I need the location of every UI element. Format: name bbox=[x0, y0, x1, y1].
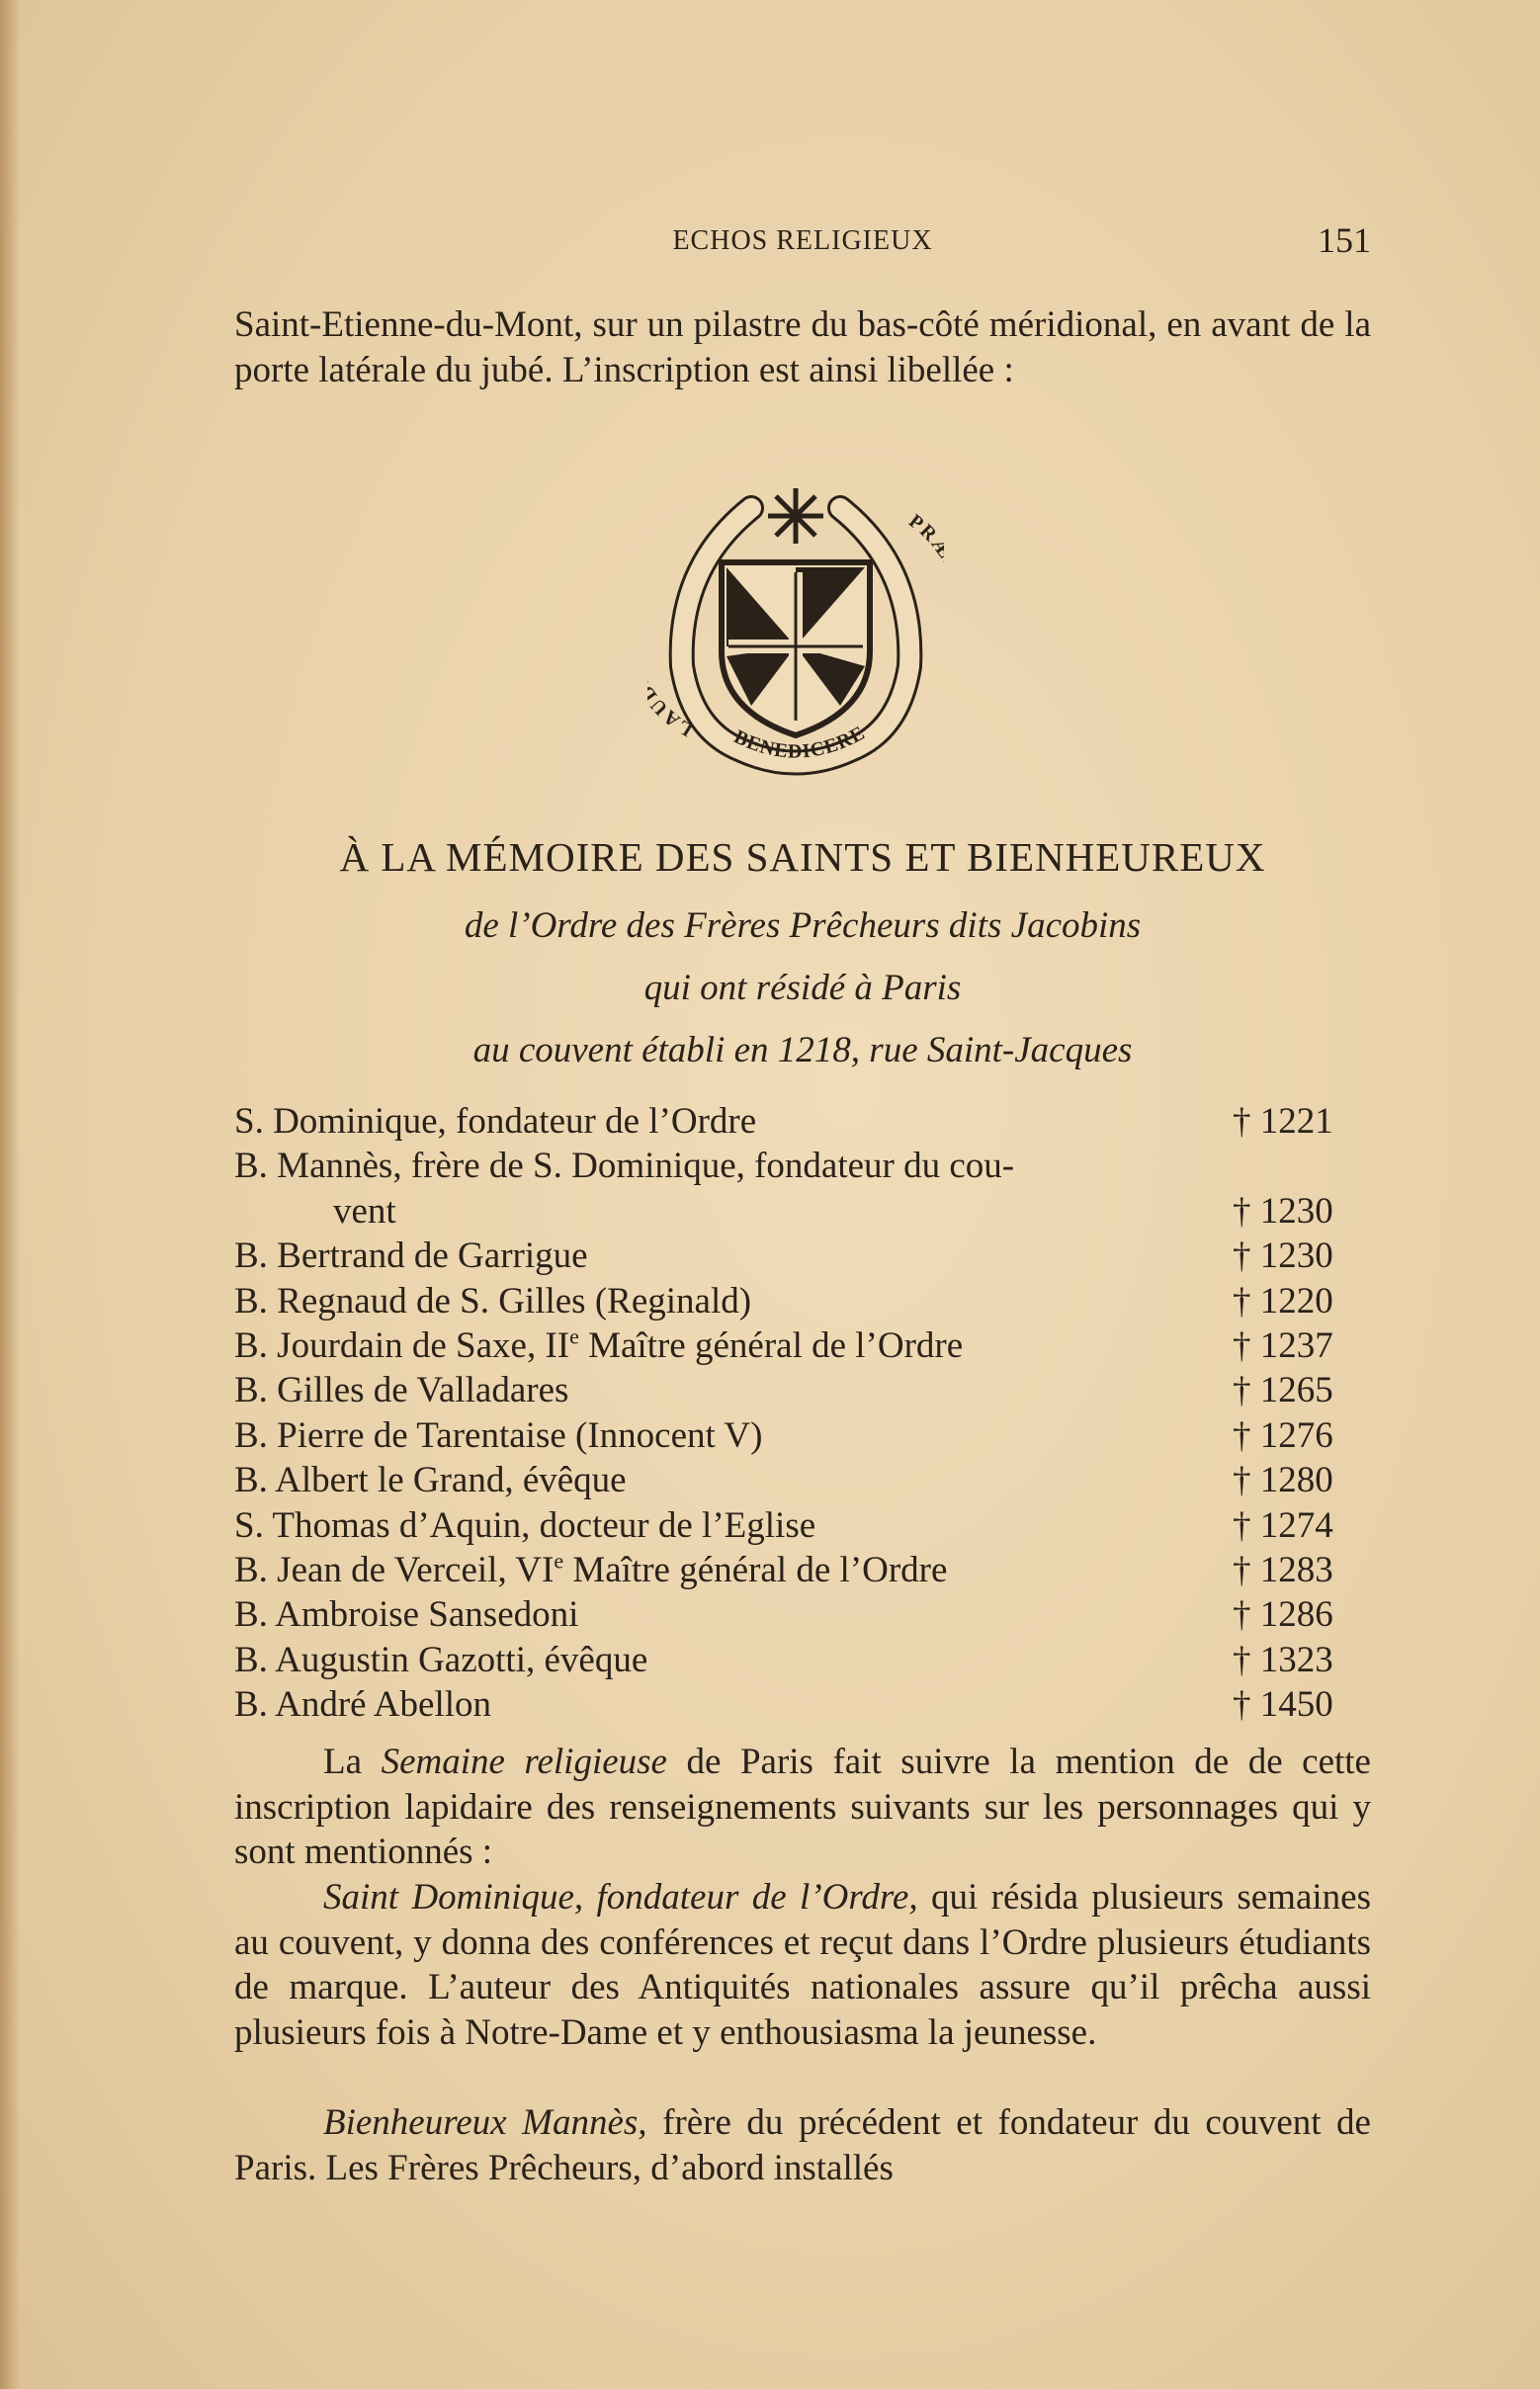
dominican-shield-emblem-icon bbox=[647, 469, 944, 785]
motto-bottom: BENEDICERE bbox=[730, 722, 870, 763]
intro-text: Saint-Etienne-du-Mont, sur un pilastre du bas-côté méridional, en avant de la porte latérale du jubé. L’inscription est ainsi libellée : bbox=[234, 304, 1371, 390]
list-item: B. Mannès, frère de S. Dominique, fondateur du cou- bbox=[234, 1146, 1015, 1187]
page-header bbox=[234, 219, 1371, 263]
saints-list bbox=[234, 1099, 1371, 1728]
list-item: B. Pierre de Tarentaise (Innocent V) † 1276 bbox=[234, 1414, 1333, 1456]
list-item: B. Augustin Gazotti, évêque † 1323 bbox=[234, 1639, 1333, 1680]
intro-paragraph bbox=[234, 302, 1371, 393]
page-number: 151 bbox=[1318, 220, 1371, 260]
list-item: B. Regnaud de S. Gilles (Reginald) † 1220 bbox=[234, 1280, 1333, 1322]
list-item: B. Jourdain de Saxe, IIe Maître général de l’Ordre † 1237 bbox=[234, 1323, 1333, 1367]
motto-left: LAU bbox=[647, 692, 697, 741]
list-item: B. André Abellon † 1450 bbox=[234, 1684, 1333, 1726]
paragraph-semaine-religieuse: La Semaine religieuse de Paris fait suivre la mention de de cette inscription lapidaire des renseignements suivants sur les personnages qui y sont mentionnés : bbox=[234, 1742, 1371, 1872]
paragraph-saint-dominique: Saint Dominique, fondateur de l’Ordre, qui résida plusieurs semaines au couvent, y donna des conférences et reçut dans l’Ordre plusieurs étudiants de marque. L’auteur des Antiquités nationales assure qu’il prêcha aussi plusieurs fois à Notre-Dame et y enthousiasma la jeunesse. bbox=[234, 1877, 1371, 2053]
memorial-title: À LA MÉMOIRE DES SAINTS ET BIENHEUREUX bbox=[339, 834, 1266, 880]
paragraph-bienheureux-mannes: Bienheureux Mannès, frère du précédent et fondateur du couvent de Paris. Les Frères Prêcheurs, d’abord installés bbox=[234, 2102, 1371, 2188]
memorial-subtitle-3: au couvent établi en 1218, rue Saint-Jacques bbox=[472, 1030, 1133, 1070]
list-item: B. Bertrand de Garrigue † 1230 bbox=[234, 1236, 1333, 1277]
memorial-subtitle-2: qui ont résidé à Paris bbox=[643, 968, 962, 1008]
page-edge bbox=[0, 0, 20, 2389]
motto-right: PR bbox=[904, 510, 943, 548]
memorial-subtitle-1: de l’Ordre des Frères Prêcheurs dits Jacobins bbox=[464, 905, 1142, 946]
list-item: S. Dominique, fondateur de l’Ordre † 1221 bbox=[234, 1101, 1333, 1142]
running-title: ECHOS RELIGIEUX bbox=[672, 225, 933, 256]
list-item: B. Albert le Grand, évêque † 1280 bbox=[234, 1460, 1333, 1501]
list-item: B. Gilles de Valladares † 1265 bbox=[234, 1370, 1333, 1411]
list-item: vent † 1230 bbox=[333, 1190, 1333, 1232]
list-item: B. Ambroise Sansedoni † 1286 bbox=[234, 1594, 1333, 1636]
list-item: S. Thomas d’Aquin, docteur de l’Eglise † 1274 bbox=[234, 1504, 1333, 1546]
list-item: B. Jean de Verceil, VIe Maître général de l’Ordre † 1283 bbox=[234, 1548, 1333, 1591]
